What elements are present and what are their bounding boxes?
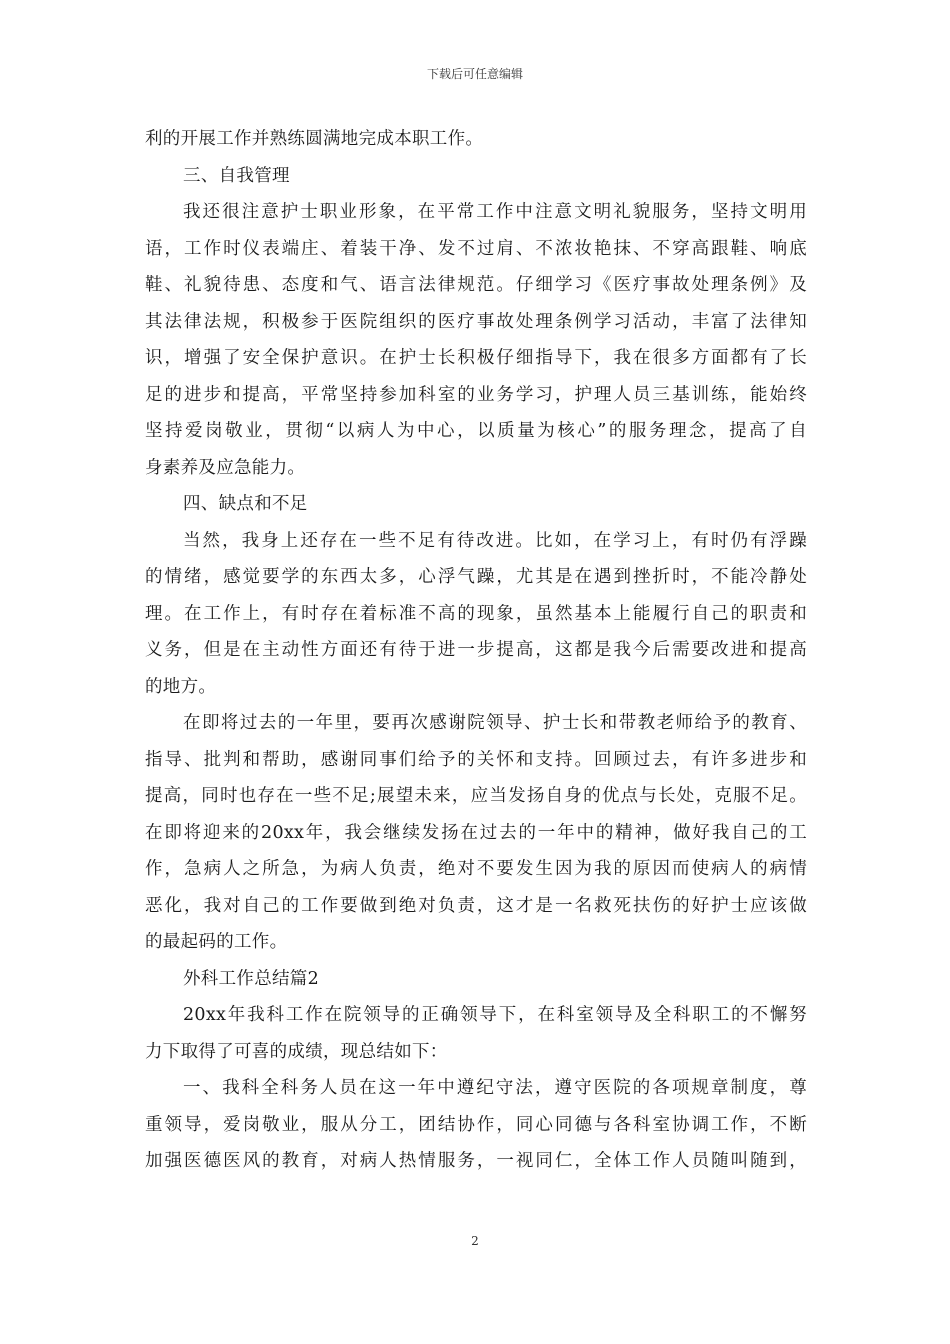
text-line: 在即将过去的一年里，要再次感谢院领导、护士长和带教老师给予的教育、 (183, 713, 807, 733)
text-line: 足的进步和提高，平常坚持参加科室的业务学习，护理人员三基训练，能始终 (145, 384, 807, 405)
text-line: 一、我科全科务人员在这一年中遵纪守法，遵守医院的各项规章制度，尊 (183, 1078, 807, 1098)
text-line: 坚持爱岗敬业，贯彻“以病人为中心，以质量为核心”的服务理念，提高了自 (145, 421, 807, 441)
text-line: 在即将迎来的20xx年，我会继续发扬在过去的一年中的精神，做好我自己的工 (145, 822, 807, 843)
text-line: 的地方。 (145, 676, 217, 697)
text-line: 的情绪，感觉要学的东西太多，心浮气躁，尤其是在遇到挫折时，不能冷静处 (145, 567, 807, 587)
page-header: 下载后可任意编辑 (426, 67, 523, 81)
text-line: 语，工作时仪表端庄、着装干净、发不过肩、不浓妆艳抹、不穿高跟鞋、响底 (145, 238, 807, 259)
text-line: 20xx年我科工作在院领导的正确领导下，在科室领导及全科职工的不懈努 (183, 1005, 807, 1025)
text-line: 外科工作总结篇2 (183, 968, 320, 989)
page-number: 2 (471, 1234, 479, 1248)
text-line: 力下取得了可喜的成绩，现总结如下： (145, 1041, 448, 1062)
text-line: 恶化，我对自己的工作要做到绝对负责，这才是一名救死扶伤的好护士应该做 (145, 895, 807, 916)
text-line: 义务，但是在主动性方面还有待于进一步提高，这都是我今后需要改进和提高 (145, 640, 807, 660)
text-line: 四、缺点和不足 (183, 494, 308, 514)
text-line: 理。在工作上，有时存在着标准不高的现象，虽然基本上能履行自己的职责和 (145, 603, 807, 624)
text-line: 我还很注意护士职业形象，在平常工作中注意文明礼貌服务，坚持文明用 (183, 202, 807, 222)
text-line: 提高，同时也存在一些不足;展望未来，应当发扬自身的优点与长处，克服不足。 (145, 786, 807, 806)
text-line: 作，急病人之所急，为病人负责，绝对不要发生因为我的原因而使病人的病情 (145, 859, 807, 879)
text-line: 其法律法规，积极参于医院组织的医疗事故处理条例学习活动，丰富了法律知 (145, 311, 807, 332)
text-line: 身素养及应急能力。 (145, 457, 306, 478)
document-body (145, 121, 807, 1180)
text-line: 三、自我管理 (183, 165, 290, 186)
text-line: 加强医德医风的教育，对病人热情服务，一视同仁，全体工作人员随叫随到， (145, 1151, 807, 1171)
text-line: 的最起码的工作。 (145, 932, 288, 952)
text-line: 利的开展工作并熟练圆满地完成本职工作。 (145, 129, 484, 149)
text-line: 指导、批判和帮助，感谢同事们给予的关怀和支持。回顾过去，有许多进步和 (145, 749, 807, 770)
text-line: 识，增强了安全保护意识。在护士长积极仔细指导下，我在很多方面都有了长 (145, 348, 807, 368)
text-line: 当然，我身上还存在一些不足有待改进。比如，在学习上，有时仍有浮躁 (183, 530, 807, 551)
text-line: 重领导，爱岗敬业，服从分工，团结协作，同心同德与各科室协调工作，不断 (145, 1114, 807, 1135)
text-line: 鞋、礼貌待患、态度和气、语言法律规范。仔细学习《医疗事故处理条例》及 (145, 275, 807, 295)
